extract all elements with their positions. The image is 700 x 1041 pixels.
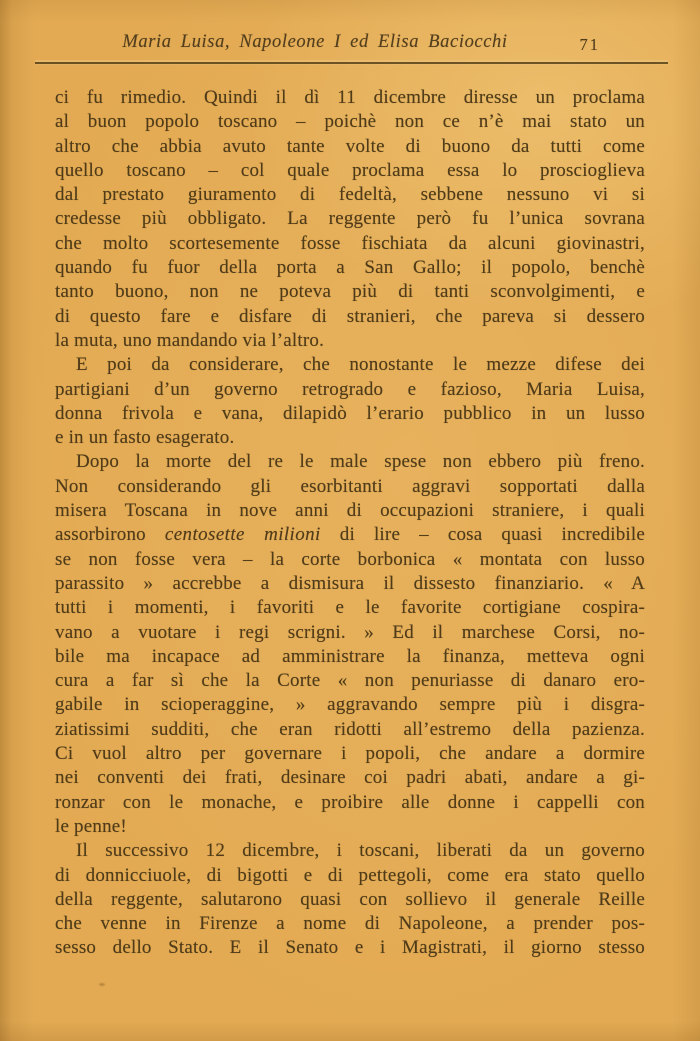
text-line: ronzar con le monache, e proibire alle donne i cappelli con	[55, 791, 645, 813]
text-line: Non considerando gli esorbitanti aggravi sopportati dalla	[55, 475, 645, 497]
text-line: quello toscano – col quale proclama essa lo proscioglieva	[55, 159, 645, 181]
text-line: della reggente, salutarono quasi con sollievo il generale Reille	[55, 888, 645, 910]
text-line: vano a vuotare i regi scrigni. » Ed il marchese Corsi, no-	[55, 621, 645, 643]
text-line: partigiani d’un governo retrogrado e fazioso, Maria Luisa,	[55, 378, 645, 400]
text-line: bile ma incapace ad amministrare la finanza, metteva ogni	[55, 645, 645, 667]
text-line: tanto buono, non ne poteva più di tanti sconvolgimenti, e	[55, 281, 645, 303]
text-segment: di lire – cosa quasi incredibile	[320, 524, 645, 546]
text-line: E poi da considerare, che nonostante le mezze difese dei	[76, 354, 645, 376]
text-line: quando fu fuor della porta a San Gallo; il popolo, benchè	[55, 257, 645, 279]
text-line: al buon popolo toscano – poichè non ce n’è mai stato un	[55, 111, 645, 133]
text-line: le penne!	[55, 815, 127, 837]
text-line: che molto scortesemente fosse fischiata da alcuni giovinastri,	[55, 232, 645, 254]
text-line: cura a far sì che la Corte « non penuriasse di danaro ero-	[55, 670, 645, 692]
text-line: la muta, uno mandando via l’altro.	[55, 329, 325, 351]
text-line: tutti i momenti, i favoriti e le favorite cortigiane cospira-	[55, 597, 645, 619]
text-line: sesso dello Stato. E il Senato e i Magistrati, il giorno stesso	[55, 937, 645, 959]
page-number: 71	[579, 35, 600, 54]
header-rule	[35, 62, 668, 64]
text-line: di questo fare e disfare di stranieri, che pareva si dessero	[55, 305, 645, 327]
text-line: dal prestato giuramento di fedeltà, sebbene nessuno vi si	[55, 184, 645, 206]
text-line: ci fu rimedio. Quindi il dì 11 dicembre diresse un proclama	[55, 87, 645, 108]
text-line: misera Toscana in nove anni di occupazioni straniere, i quali	[55, 500, 645, 522]
text-line: Ci vuol altro per governare i popoli, che andare a dormire	[55, 743, 645, 765]
text-line: nei conventi dei frati, desinare coi padri abati, andare a gi-	[55, 767, 645, 789]
text-segment: assorbirono	[55, 524, 165, 546]
paragraph	[55, 839, 645, 960]
page-header	[55, 32, 645, 58]
text-line	[55, 523, 645, 547]
paragraph	[55, 353, 645, 450]
text-line: altro che abbia avuto tante volte di buono da tutti come	[55, 135, 645, 157]
text-line: gabile in scioperaggine, » aggravando sempre più i disgra-	[55, 694, 645, 716]
paragraph	[55, 450, 645, 839]
paragraph	[55, 86, 645, 353]
text-line: credesse più obbligato. La reggente però fu l’unica sovrana	[55, 208, 645, 230]
text-line: se non fosse vera – la corte borbonica « montata con lusso	[55, 548, 645, 570]
text-block	[55, 86, 645, 961]
text-line: Dopo la morte del re le male spese non ebbero più freno.	[76, 451, 645, 473]
text-line: Il successivo 12 dicembre, i toscani, liberati da un governo	[76, 840, 645, 862]
italic-phrase: centosette milioni	[164, 524, 321, 546]
text-line: ziatissimi sudditi, che eran ridotti all’estremo della pazienza.	[55, 718, 645, 740]
text-line: parassito » accrebbe a dismisura il dissesto finanziario. « A	[55, 572, 645, 594]
text-line: donna frivola e vana, dilapidò l’erario pubblico in un lusso	[55, 402, 645, 424]
running-title: Maria Luisa, Napoleone I ed Elisa Baciocchi	[122, 32, 508, 52]
text-line: di donnicciuole, di bigotti e di pettegoli, come era stato quello	[55, 864, 645, 886]
text-line: che venne in Firenze a nome di Napoleone, a prender pos-	[55, 913, 645, 935]
text-line: e in un fasto esagerato.	[55, 427, 235, 449]
